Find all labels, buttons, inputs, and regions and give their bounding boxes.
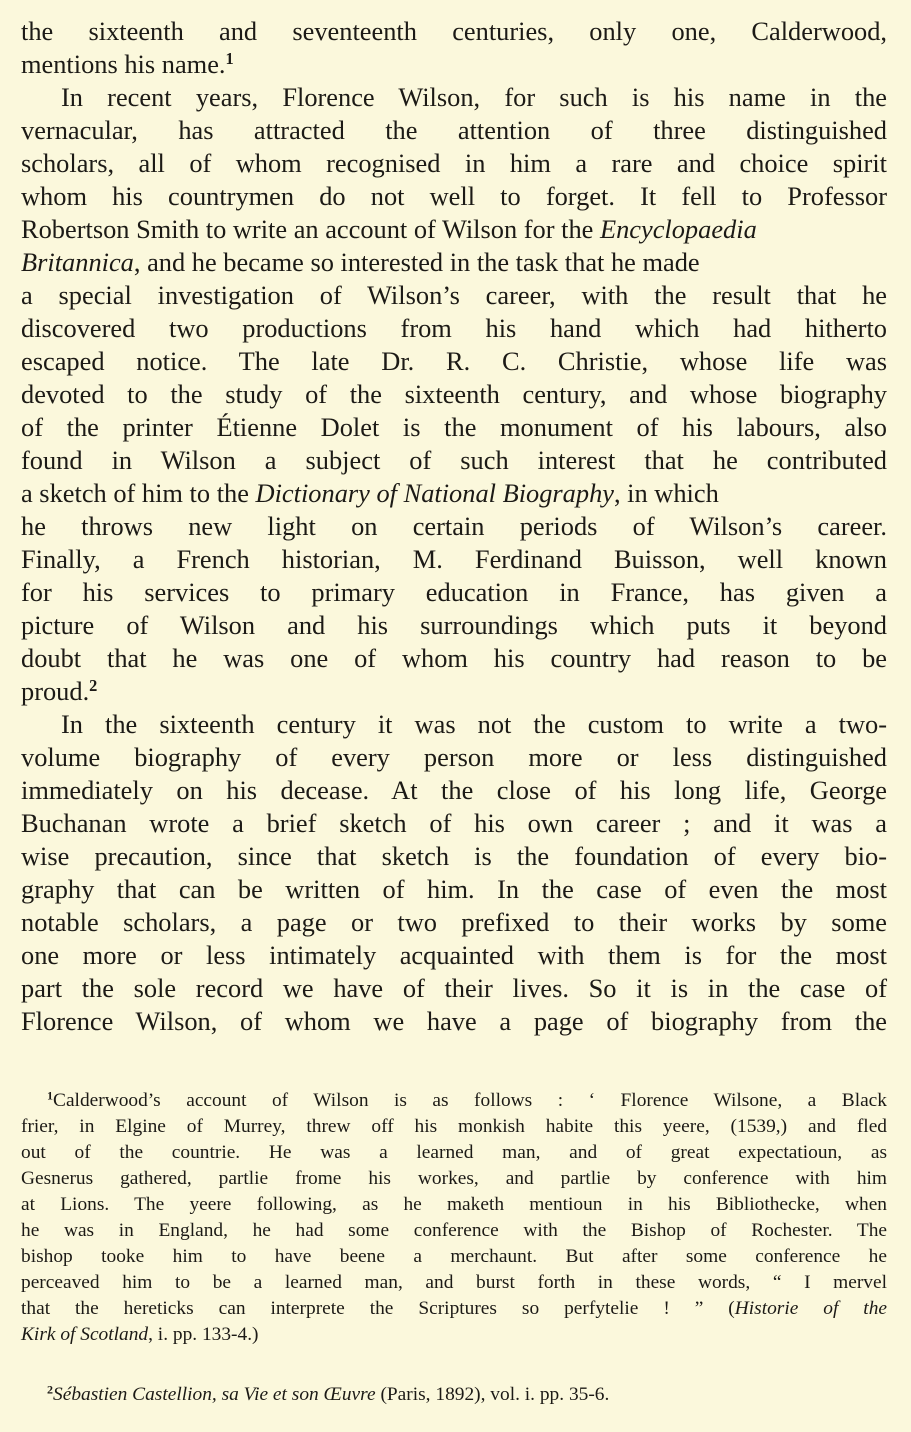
- text-line: escaped notice. The late Dr. R. C. Christie, whose life was: [21, 346, 887, 376]
- text-line: one more or less intimately acquainted with them is for the most: [21, 940, 887, 970]
- paragraph-first-line: In recent years, Florence Wilson, for such is his name in the: [61, 82, 887, 112]
- text-line: whom his countrymen do not well to forget. It fell to Professor: [21, 181, 887, 211]
- text-line: the sixteenth and seventeenth centuries, only one, Calderwood,: [21, 16, 887, 46]
- text-line: of the printer Étienne Dolet is the monument of his labours, also: [21, 412, 887, 442]
- footnote-ref: 1: [225, 49, 234, 68]
- footnote-line: at Lions. The yeere following, as he maketh mentioun in his Bibliothecke, when: [21, 1194, 887, 1215]
- italic-title: Encyclopaedia: [599, 214, 757, 244]
- text-line: volume biography of every person more or less distinguished: [21, 742, 887, 772]
- text-line: Buchanan wrote a brief sketch of his own career ; and it was a: [21, 808, 887, 838]
- footnote-line: Gesnerus gathered, partlie frome his workes, and partlie by conference with him: [21, 1168, 887, 1189]
- text-line: Florence Wilson, of whom we have a page of biography from the: [21, 1006, 887, 1036]
- text-line: notable scholars, a page or two prefixed to their works by some: [21, 907, 887, 937]
- text-line: part the sole record we have of their lives. So it is in the case of: [21, 973, 887, 1003]
- italic-title: Britannica: [21, 247, 134, 277]
- text-line: immediately on his decease. At the close of his long life, George: [21, 775, 887, 805]
- footnote-line: perceaved him to be a learned man, and burst forth in these words, “ I mervel: [21, 1272, 887, 1293]
- text-line: devoted to the study of the sixteenth century, and whose biography: [21, 379, 887, 409]
- text-line: vernacular, has attracted the attention of three distinguished: [21, 115, 887, 145]
- text-line: graphy that can be written of him. In the case of even the most: [21, 874, 887, 904]
- book-page: [21, 0, 887, 1432]
- italic-title: Historie of the: [734, 1298, 887, 1319]
- text-line: wise precaution, since that sketch is the foundation of every bio-: [21, 841, 887, 871]
- text-line: he throws new light on certain periods of Wilson’s career.: [21, 511, 887, 541]
- italic-title: Dictionary of National Biography: [255, 478, 614, 508]
- text-line: Robertson Smith to write an account of Wilson for the Encyclopaedia: [21, 214, 757, 244]
- italic-title: Sébastien Castellion, sa Vie et son Œuvre: [53, 1384, 376, 1405]
- footnote-line: bishop tooke him to have beene a merchaunt. But after some conference he: [21, 1246, 887, 1267]
- text-line: a sketch of him to the Dictionary of National Biography, in which: [21, 478, 719, 508]
- footnote-marker: 1: [47, 1088, 54, 1103]
- footnote-marker: 2: [47, 1382, 54, 1397]
- text-line: a special investigation of Wilson’s career, with the result that he: [21, 280, 887, 310]
- text-line: scholars, all of whom recognised in him a rare and choice spirit: [21, 148, 887, 178]
- text-line: found in Wilson a subject of such interest that he contributed: [21, 445, 887, 475]
- text-line: Britannica, and he became so interested in the task that he made: [21, 247, 700, 277]
- text-line: discovered two productions from his hand which had hitherto: [21, 313, 887, 343]
- paragraph-first-line: In the sixteenth century it was not the custom to write a two-: [61, 709, 887, 739]
- footnote-ref: 2: [89, 676, 98, 695]
- text-line: doubt that he was one of whom his country had reason to be: [21, 643, 887, 673]
- footnote-line: frier, in Elgine of Murrey, threw off his monkish habite this yeere, (1539,) and fled: [21, 1116, 887, 1137]
- footnote-line: Kirk of Scotland, i. pp. 133-4.): [21, 1324, 259, 1345]
- text-line: Finally, a French historian, M. Ferdinand Buisson, well known: [21, 544, 887, 574]
- italic-title: Kirk of Scotland: [21, 1324, 149, 1345]
- text-line: for his services to primary education in France, has given a: [21, 577, 887, 607]
- footnote-line: $^2$Sébastien Castellion, sa Vie et son Œuvre (Paris, 1892), vol. i. pp. 35-6.: [47, 1382, 610, 1405]
- footnote-line: out of the countrie. He was a learned man, and of great expectatioun, as: [21, 1142, 887, 1163]
- text-line: mentions his name.$^1$: [21, 49, 234, 79]
- footnote-line: that the hereticks can interprete the Scriptures so perfytelie ! ” (Historie of the: [21, 1298, 887, 1319]
- footnote-line: $^1$Calderwood’s account of Wilson is as follows : ‘ Florence Wilsone, a Black: [47, 1088, 887, 1111]
- footnote-line: he was in England, he had some conference with the Bishop of Rochester. The: [21, 1220, 887, 1241]
- text-line: proud.$^2$: [21, 676, 98, 706]
- text-line: picture of Wilson and his surroundings which puts it beyond: [21, 610, 887, 640]
